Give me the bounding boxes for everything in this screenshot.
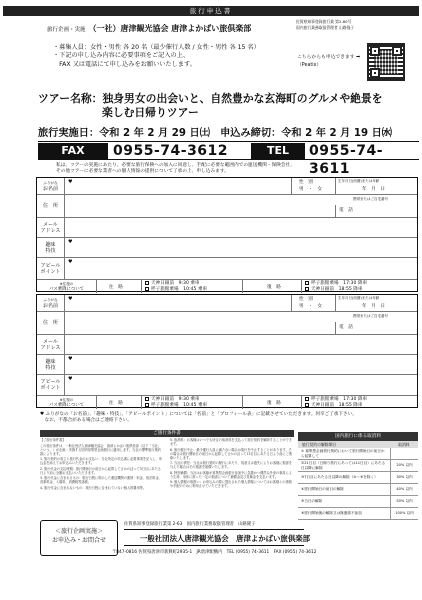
terms-paragraph: 5. 取消料：お客様はいつでも所定の取消料を支払って旅行契約を解除することができます。 [170,438,292,446]
outbound-stop-2-text: 呼子旅館乗場 10:45 乗車 [151,287,208,292]
address-row [37,195,417,218]
age-field[interactable]: 年 月 日 [362,304,385,309]
appeal-row [37,375,417,396]
appeal-label [37,258,65,279]
hobby-label [37,355,65,374]
heart-icon: ♥ [68,179,73,185]
terms-paragraph: 3. 旅行代金に含まれるもの：旅行日程に明示した運送機関の運賃・料金、宿泊料金、食事料金、入場料、消費税等諸税。 [40,476,162,484]
email-label [37,335,65,354]
qr-code-icon[interactable] [367,43,405,81]
online-apply-text: こちらからも申込できます ➡ [297,55,361,60]
outbound-stop-1-text: 天神日銀前 9:30 乗車 [151,397,200,402]
terms-paragraph: この旅行条件は、一般社団法人唐津観光協会 唐津よかばい旅倶楽部（以下「当社」という。）が企画・実施する国内募集型企画旅行に適用します。当社の標準旅行業約款によります。 [40,443,162,456]
cancellation-when: ⑥旅行開始後の解除又は無連絡不参加 [301,511,362,516]
cancellation-row [298,508,418,520]
footer-registration: 佐賀県知事登録旅行業第 2-63 国内旅行業務取扱管理者 山路隆子 [124,522,256,527]
terms-column [170,438,294,490]
terms-paragraph: 4. 旅行代金に含まれないもの：旅行日程に含まれていない個人的費用等。 [40,485,147,490]
divider [291,178,292,194]
heart-icon: ♥ [68,376,73,382]
consent-line: 私は、ツアーの実施にあたり、必要な旅行保険への加入に同意し、手配に必要な範囲内での運送機関・保険会社、 [56,163,295,168]
checkbox[interactable] [145,281,149,285]
bus-label [37,396,97,409]
cancellation-when: ④旅行開始日の前日の解除 [301,487,344,492]
name-label-text: お名前 [42,186,58,192]
phone-hint: 携帯またはご自宅番号 [353,197,388,201]
qr-corner [370,46,380,56]
bus-label-text: バス乗降について [48,402,85,408]
requirement-line: ・募集人員：女性・男性 各 20 名（最少催行人数 / 女性・男性 各 15 名） [53,44,260,51]
fax-label: FAX [38,143,108,159]
outbound-stop-2-text: 呼子旅館乗場 10:45 乗車 [151,403,208,408]
address-label: 住 所 [37,195,65,217]
checkbox[interactable] [145,403,149,407]
cancellation-fee: 100% 以内 [390,508,418,519]
checkbox[interactable] [305,281,309,285]
hobby-row [37,355,417,375]
bus-sub: ※往復の [59,281,74,286]
footnote-line: ♥ ふりがなの「お名前」、「趣味・特技」、「アピールポイント」については「名前」と「プロフィール表」に記載させていただきます。何卒ご了承下さい。 [40,412,357,417]
appeal-input[interactable] [71,260,411,277]
phone-label: 電 話 [339,208,353,213]
gender-label: 性 別 [299,180,313,185]
cancellation-fee: 40% 以内 [390,484,418,495]
heart-icon: ♥ [68,259,73,265]
organizer-name: （一社）唐津観光協会 唐津よかばい旅倶楽部 [88,24,252,33]
applicant-form-2 [36,294,418,408]
heart-icon: ♥ [68,296,73,302]
terms-paragraph: 2. 旅行代金の支払時期：旅行開始日の前日から起算してさかのぼって3日目にあたる日より前に全額お支払いいただきます。 [40,466,161,475]
bus-label [37,280,97,293]
form-title: 旅行申込書 [189,7,233,15]
gender-options[interactable]: 男 ・ 女 [299,304,322,309]
cancellation-table [298,432,418,566]
consent-text [56,163,295,176]
furigana-label: ふりがな [43,298,58,302]
email-input[interactable] [71,220,411,235]
age-hint: 生年月日(西暦)または年齢 [338,179,380,183]
divider [124,529,304,530]
tour-dates: 旅行実施日：令和 2 年 2 月 29 日㈯ 申込み締切：令和 2 年 2 月 19 日㈬ [38,128,392,139]
age-hint: 生年月日(西暦)または年齢 [338,296,380,300]
divider [141,396,142,409]
divider [141,280,142,293]
appeal-row [37,258,417,280]
divider [335,322,336,334]
footer-organization: 一般社団法人唐津観光協会 唐津よかばい旅倶楽部 [140,534,310,543]
divider [242,396,243,409]
hobby-label-text: 趣味 特技 [45,241,56,254]
email-row [37,335,417,355]
cancellation-row [298,472,418,484]
outbound-stop-1-text: 天神日銀前 9:30 乗車 [151,281,200,286]
return-stop-2[interactable] [305,286,362,292]
hobby-row [37,238,417,258]
outbound-label: 往 路 [109,285,123,290]
terms-paragraph: 8. 特別補償：当社はお客様が募集型企画旅行参加中に急激かつ偶然な外来の事故により生命、身体に被った一定の損害について補償金及び見舞金を支払います。 [170,470,292,479]
cancellation-title: 国内旅行に係る取消料 [298,432,418,441]
cancellation-row [298,460,418,472]
requirement-line: ・下記の申し込み内容に必要事項をご記入の上、 [53,52,190,60]
requirement-line: FAX 又は電話にて申し込みをお願いいたします。 [53,60,196,68]
inquiry-box [40,520,118,556]
terms-paragraph: 7. 当社の責任：当社は旅行契約の履行にあたり、故意又は過失によりお客様に損害を与えた場合はその損害を賠償いたします。 [170,461,292,469]
cancellation-row [298,448,418,460]
outbound-label: 往 路 [109,401,123,406]
address-row [37,312,417,335]
fax-number[interactable]: 0955-74-3612 [113,143,229,159]
divider [291,295,292,311]
name-label-text: お名前 [42,303,58,309]
appeal-label-text: アピール ポイント [40,262,61,275]
cancellation-fee: 20% 以内 [390,460,418,471]
heart-icon: ♥ [68,239,73,245]
footnote [40,412,357,425]
heart-icon: ♥ [68,356,73,362]
terms-paragraph: 9. 個人情報の取扱い：お申込みの際に提出された個人情報についてはお客様との連絡や手配のために利用させていただきます。 [170,480,292,488]
hobby-label [37,238,65,257]
bus-sub: ※往復の [59,397,74,402]
terms-column [40,438,164,491]
footer-address: 〒847-0816 佐賀県唐津市新興町2935-1 JR唐津駅構内 TEL (0955) 74-3611 FAX (0955) 74-3612 [112,550,317,555]
age-field[interactable]: 年 月 日 [362,187,385,192]
phone-hint: 携帯またはご自宅番号 [353,314,388,318]
appeal-input[interactable] [71,377,411,393]
terms-title: ご旅行条件書 [40,430,294,437]
return-stop-2-text: 天神日銀前 18:55 降車 [311,287,363,292]
cancellation-col-fee: 取消料 [398,442,410,447]
bus-row [37,396,417,409]
tel-number[interactable]: 0955-74-3611 [309,143,384,177]
hobby-input[interactable] [71,357,411,372]
organizer-label: 旅行企画・実施 [47,27,86,33]
phone-label: 電 話 [339,325,353,330]
form-title-bar [3,6,419,16]
consent-line: その他ツアーに必要な業者への個人情報の提供について了承の上、申し込みます。 [56,169,229,175]
divider [335,205,336,217]
applicant-form-1 [36,177,418,292]
registration-line: 佐賀県知事登録旅行業 第2-60号 [296,19,352,24]
address-input[interactable] [71,314,291,332]
email-label-text: メール アドレス [40,221,61,234]
cancellation-fee: 50% 以内 [390,496,418,507]
appeal-label [37,375,65,395]
cancellation-when: ③7日目にあたる日以降の解除（④〜⑥を除く） [301,475,378,480]
cancellation-when: ① 募集型企画旅行契約において旅行開始日の前日から起算して [301,449,385,458]
name-label [37,295,65,311]
email-input[interactable] [71,337,411,352]
online-apply [297,54,360,70]
cancellation-when: ⑤当日の解除 [301,499,323,504]
name-input[interactable] [71,178,291,194]
return-stop-2[interactable] [305,402,362,408]
gender-label: 性 別 [299,297,313,302]
name-input[interactable] [71,295,291,311]
hobby-label-text: 趣味 特技 [45,358,56,371]
terms-paragraph: 【ご旅行条件書】 [40,438,66,442]
address-label: 住 所 [37,312,65,334]
terms-paragraph: 1. 旅行契約の成立と旅行代金のお支払い：当社所定の申込書に必要事項を記入し、申込金を添えてお申込みいただきます。 [40,457,162,465]
cancellation-fee [390,448,418,459]
divider [124,545,304,546]
checkbox[interactable] [305,403,309,407]
return-label: 復 路 [267,285,281,290]
footnote-line: なお、不都合がある場合はご連絡下さい。 [40,418,132,424]
checkbox[interactable] [305,397,309,401]
organizer [47,23,251,34]
outbound-stop-2[interactable] [145,402,207,408]
tour-name [38,92,383,119]
return-stop-2-text: 天神日銀前 18:55 降車 [311,403,363,408]
inquiry-line: お申込み・お問合せ [51,537,106,544]
return-stop-1-text: 呼子旅館乗場 17:30 降車 [311,397,368,402]
divider [242,280,243,293]
name-label [37,178,65,194]
gender-options[interactable]: 男 ・ 女 [299,187,322,192]
return-stop-1-text: 呼子旅館乗場 17:30 降車 [311,281,368,286]
divider [335,295,336,311]
terms-body [40,438,294,514]
appeal-label-text: アピール ポイント [40,379,61,391]
cancellation-col-when: 旅行契約の解除期日 [302,442,337,447]
online-apply-service: （Peatix） [297,63,322,68]
tour-name-line: 楽しむ日帰りツアー [102,105,199,119]
qr-corner [370,68,380,78]
bus-label-text: バス乗降について [48,286,85,292]
cancellation-when: ②21日目（日帰り旅行にあっては11日目）にあたる日以降に解除 [301,461,386,470]
terms-paragraph: 6. 旅行催行中止：最少催行人員に満たない場合は旅行を中止することがあります。その場合は旅行開始日の前日から起算してさかのぼって13日目にあたる日より前にご連絡いたします。 [170,447,292,460]
qr-corner [392,46,402,56]
checkbox[interactable] [145,397,149,401]
requirements [53,44,260,69]
email-row [37,218,417,238]
name-row [37,295,417,312]
tour-name-line: ツアー名称：独身男女の出会いと、自然豊かな玄海町のグルメや絶景を [38,92,383,105]
divider [335,178,336,194]
cancellation-header [298,441,418,448]
outbound-stop-2[interactable] [145,286,207,292]
bus-row [37,280,417,293]
checkbox[interactable] [305,287,309,291]
email-label [37,218,65,237]
name-row [37,178,417,195]
divider [301,280,302,293]
tel-label: TEL [251,143,305,159]
cancellation-fee: 30% 以内 [390,472,418,483]
divider [301,396,302,409]
email-label-text: メール アドレス [40,338,61,351]
address-input[interactable] [71,197,291,215]
cancellation-row [298,496,418,508]
hobby-input[interactable] [71,240,411,255]
inquiry-line: ＜旅行企画実施＞ [54,528,103,535]
cancellation-row [298,484,418,496]
registration-line: 国内旅行業務取扱管理者 山路隆子 [296,24,355,30]
checkbox[interactable] [145,287,149,291]
furigana-label: ふりがな [43,181,58,185]
return-label: 復 路 [267,401,281,406]
organizer-registration [296,19,354,30]
